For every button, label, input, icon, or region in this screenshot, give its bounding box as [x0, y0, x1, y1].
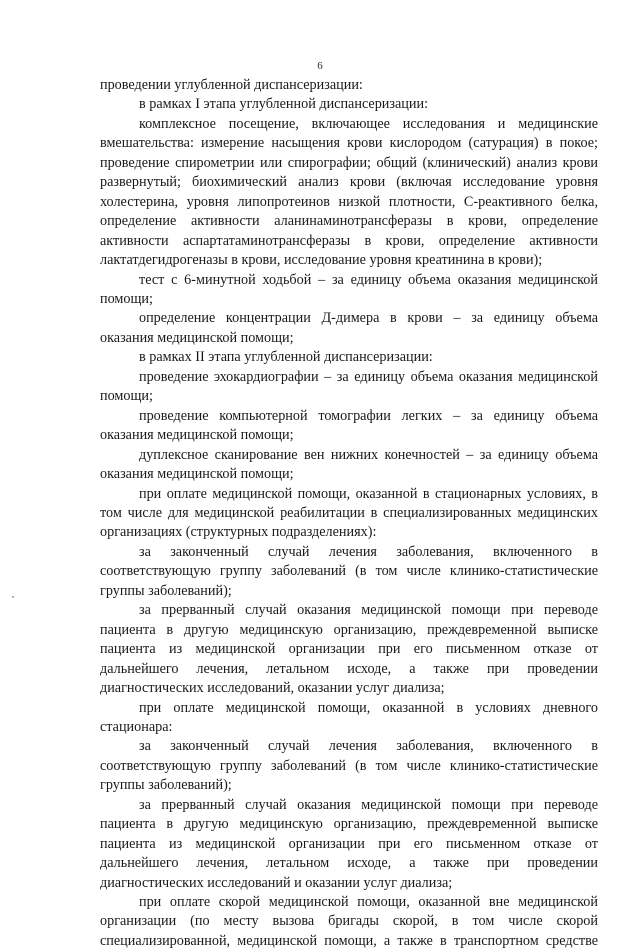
paragraph-echocardiography: проведение эхокардиографии – за единицу объема оказания медицинской помощи;	[100, 368, 598, 405]
paragraph-complex-visit: комплексное посещение, включающее исследования и медицинские вмешательства: измерение насыщения крови кислородом (сатурация) в покое; проведение спирометрии или спирографии; общий (клинический) анализ крови развернутый; биохимический анализ крови (включая исследование уровня холестерина, уровня липопротеинов низкой плотности, С-реактивного белка, определение активности аланинаминотрансферазы в крови, определение активности аспартатаминотрансферазы в крови, определение активности лактатдегидрогеназы в крови, исследование уровня креатинина в крови);	[100, 115, 598, 269]
paragraph-day-hospital-interrupted-case: за прерванный случай оказания медицинской помощи при переводе пациента в другую медицинскую организацию, преждевременной выписке пациента из медицинской организации при его письменном отказе от дальнейшего лечения, летальном исходе, а также при проведении диагностических исследований и оказании услуг диализа;	[100, 796, 598, 891]
paragraph-lung-ct: проведение компьютерной томографии легких – за единицу объема оказания медицинской помощи;	[100, 407, 598, 444]
paragraph-inpatient-payment: при оплате медицинской помощи, оказанной в стационарных условиях, в том числе для медицинской реабилитации в специализированных медицинских организациях (структурных подразделениях):	[100, 485, 598, 541]
paragraph-day-hospital-payment: при оплате медицинской помощи, оказанной в условиях дневного стационара:	[100, 699, 598, 735]
paragraph-day-hospital-completed-case: за законченный случай лечения заболевания, включенного в соответствующую группу заболеваний (в том числе клинико-статистические группы заболеваний);	[100, 738, 598, 794]
paragraph-intro: проведении углубленной диспансеризации:	[100, 77, 363, 93]
document-body	[100, 76, 598, 951]
page-number: 6	[317, 60, 323, 72]
paragraph-walk-test: тест с 6-минутной ходьбой – за единицу объема оказания медицинской помощи;	[100, 271, 598, 307]
paragraph-d-dimer: определение концентрации Д-димера в крови – за единицу объема оказания медицинской помощи;	[100, 310, 598, 346]
paragraph-stage-2-heading: в рамках II этапа углубленной диспансеризации:	[139, 349, 433, 366]
paragraph-emergency-payment: при оплате скорой медицинской помощи, оказанной вне медицинской организации (по месту вызова бригады скорой, в том числе скорой специализированной, медицинской помощи, а также в транспортном средстве	[100, 894, 598, 949]
scan-artifact-dot	[12, 596, 14, 598]
paragraph-stage-1-heading: в рамках I этапа углубленной диспансеризации:	[139, 96, 429, 113]
paragraph-inpatient-completed-case: за законченный случай лечения заболевания, включенного в соответствующую группу заболеваний (в том числе клинико-статистические группы заболеваний);	[100, 543, 598, 599]
paragraph-duplex-scan: дуплексное сканирование вен нижних конечностей – за единицу объема оказания медицинской помощи;	[100, 446, 598, 483]
paragraph-inpatient-interrupted-case: за прерванный случай оказания медицинской помощи при переводе пациента в другую медицинскую организацию, преждевременной выписке пациента из медицинской организации при его письменном отказе от дальнейшего лечения, летальном исходе, а также при проведении диагностических исследований, оказании услуг диализа;	[100, 602, 598, 697]
